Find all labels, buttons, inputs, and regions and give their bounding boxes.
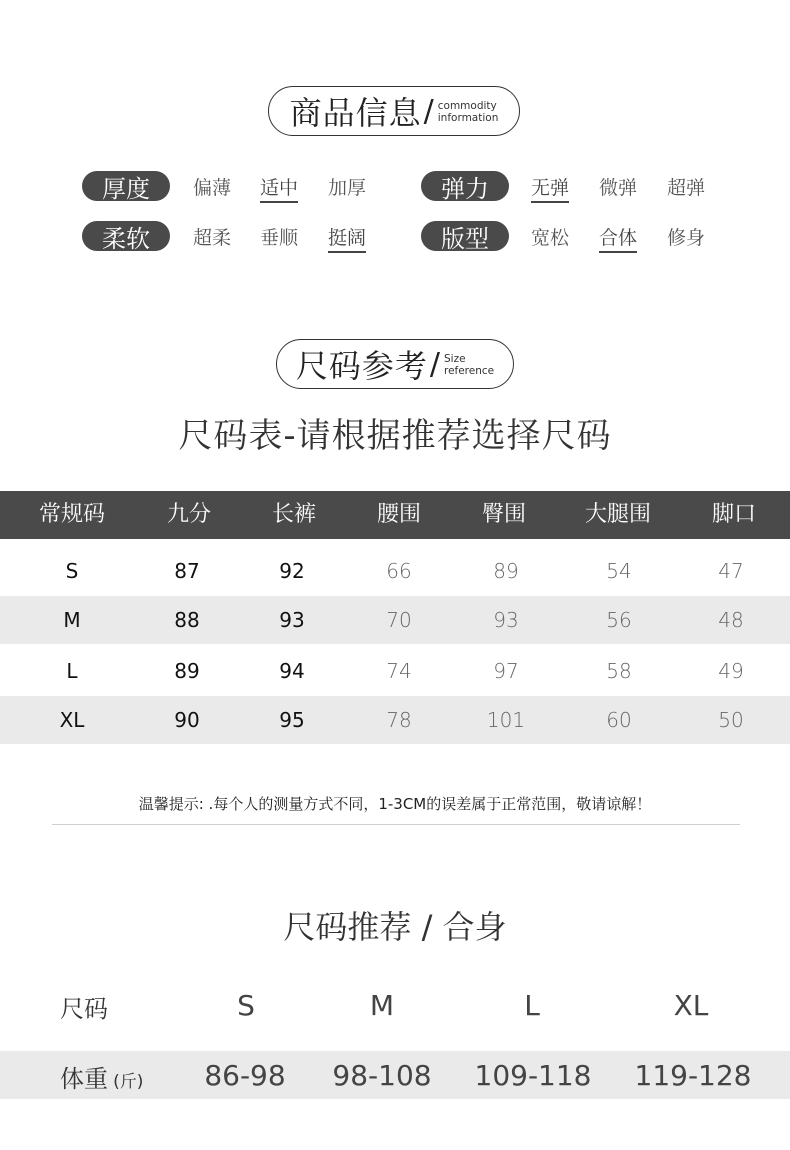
attr-thickness-option-selected: 适中 [260,175,298,203]
header-full-length: 长裤 [271,502,317,527]
recommend-size-row [0,985,790,1031]
commodity-title-zh: 商品信息 [289,94,422,132]
recommend-size: XL [673,989,709,1022]
commodity-title-slash: / [423,93,434,129]
table-cell: 95 [279,708,305,732]
attr-fit-option: 修身 [667,227,706,249]
size-ref-title-en-1: Size [443,353,466,365]
size-table-title: 尺码表-请根据推荐选择尺码 [178,416,612,456]
table-cell: 49 [718,659,744,683]
table-cell: 87 [174,559,200,583]
table-cell: 60 [606,708,632,732]
attr-elasticity-tag: 弹力 [421,171,509,201]
header-thigh: 大腿围 [584,502,652,527]
table-cell: 93 [279,608,305,632]
attr-softness-option: 超柔 [193,227,232,249]
table-row [0,647,790,695]
recommend-weight: 86-98 [204,1059,286,1092]
attr-softness-tag: 柔软 [82,221,170,251]
attr-elasticity-option: 超弹 [667,177,706,199]
attr-thickness-option: 偏薄 [193,177,232,199]
commodity-title-en-1: commodity [437,100,497,112]
table-cell: 78 [386,708,412,732]
table-cell: 90 [174,708,200,732]
table-cell: 74 [386,659,412,683]
note-divider [52,824,740,825]
table-cell: 88 [174,608,200,632]
table-cell: 47 [718,559,744,583]
recommend-size: L [524,989,540,1022]
recommend-size: S [237,989,255,1022]
table-cell: 89 [174,659,200,683]
table-cell: 50 [718,708,744,732]
table-cell: M [63,608,81,632]
table-row [0,547,790,595]
table-cell: 58 [606,659,632,683]
table-cell: 48 [718,608,744,632]
size-reference-heading [276,339,514,389]
commodity-info-heading [268,86,520,136]
recommend-weight-unit: (斤) [113,1072,144,1092]
table-cell: S [65,559,79,583]
table-cell: L [66,659,78,683]
table-cell: 70 [386,608,412,632]
table-cell: 92 [279,559,305,583]
header-hip: 臀围 [481,502,527,527]
recommend-weight-label: 体重 [60,1065,108,1093]
measurement-note: 温馨提示: .每个人的测量方式不同，1-3CM的误差属于正常范围，敬请谅解！ [138,795,652,813]
recommend-weight-row [0,1051,790,1099]
attr-softness-option-selected: 挺阔 [328,225,366,253]
recommend-size: M [369,989,395,1022]
header-waist: 腰围 [376,502,422,527]
recommend-title: 尺码推荐 / 合身 [283,908,507,946]
attr-fit-option: 宽松 [531,227,570,249]
header-regular-size: 常规码 [38,502,106,527]
recommend-weight: 119-128 [634,1059,752,1092]
attr-thickness-tag: 厚度 [82,171,170,201]
table-cell: 94 [279,659,305,683]
table-row [0,696,790,744]
commodity-title-en-2: information [437,112,499,124]
attr-elasticity-option: 微弹 [599,177,638,199]
table-cell: 93 [493,608,519,632]
attr-fit-option-selected: 合体 [599,225,637,253]
attr-fit-tag: 版型 [421,221,509,251]
attr-softness-option: 垂顺 [260,227,299,249]
size-ref-title-zh: 尺码参考 [295,347,428,385]
table-cell: 89 [493,559,519,583]
table-cell: 66 [386,559,412,583]
recommend-weight: 109-118 [474,1059,592,1092]
recommend-weight: 98-108 [332,1059,432,1092]
size-table-header [0,491,790,539]
table-cell: 54 [606,559,632,583]
size-ref-title-slash: / [429,346,440,382]
size-ref-title-en-2: reference [443,365,495,377]
header-leg-opening: 脚口 [711,502,757,527]
table-cell: XL [59,708,85,732]
header-ninth-length: 九分 [166,502,212,527]
attr-elasticity-option-selected: 无弹 [531,175,569,203]
table-row [0,596,790,644]
attr-thickness-option: 加厚 [328,177,367,199]
recommend-size-label: 尺码 [60,995,108,1023]
table-cell: 56 [606,608,632,632]
table-cell: 101 [486,708,526,732]
table-cell: 97 [493,659,519,683]
